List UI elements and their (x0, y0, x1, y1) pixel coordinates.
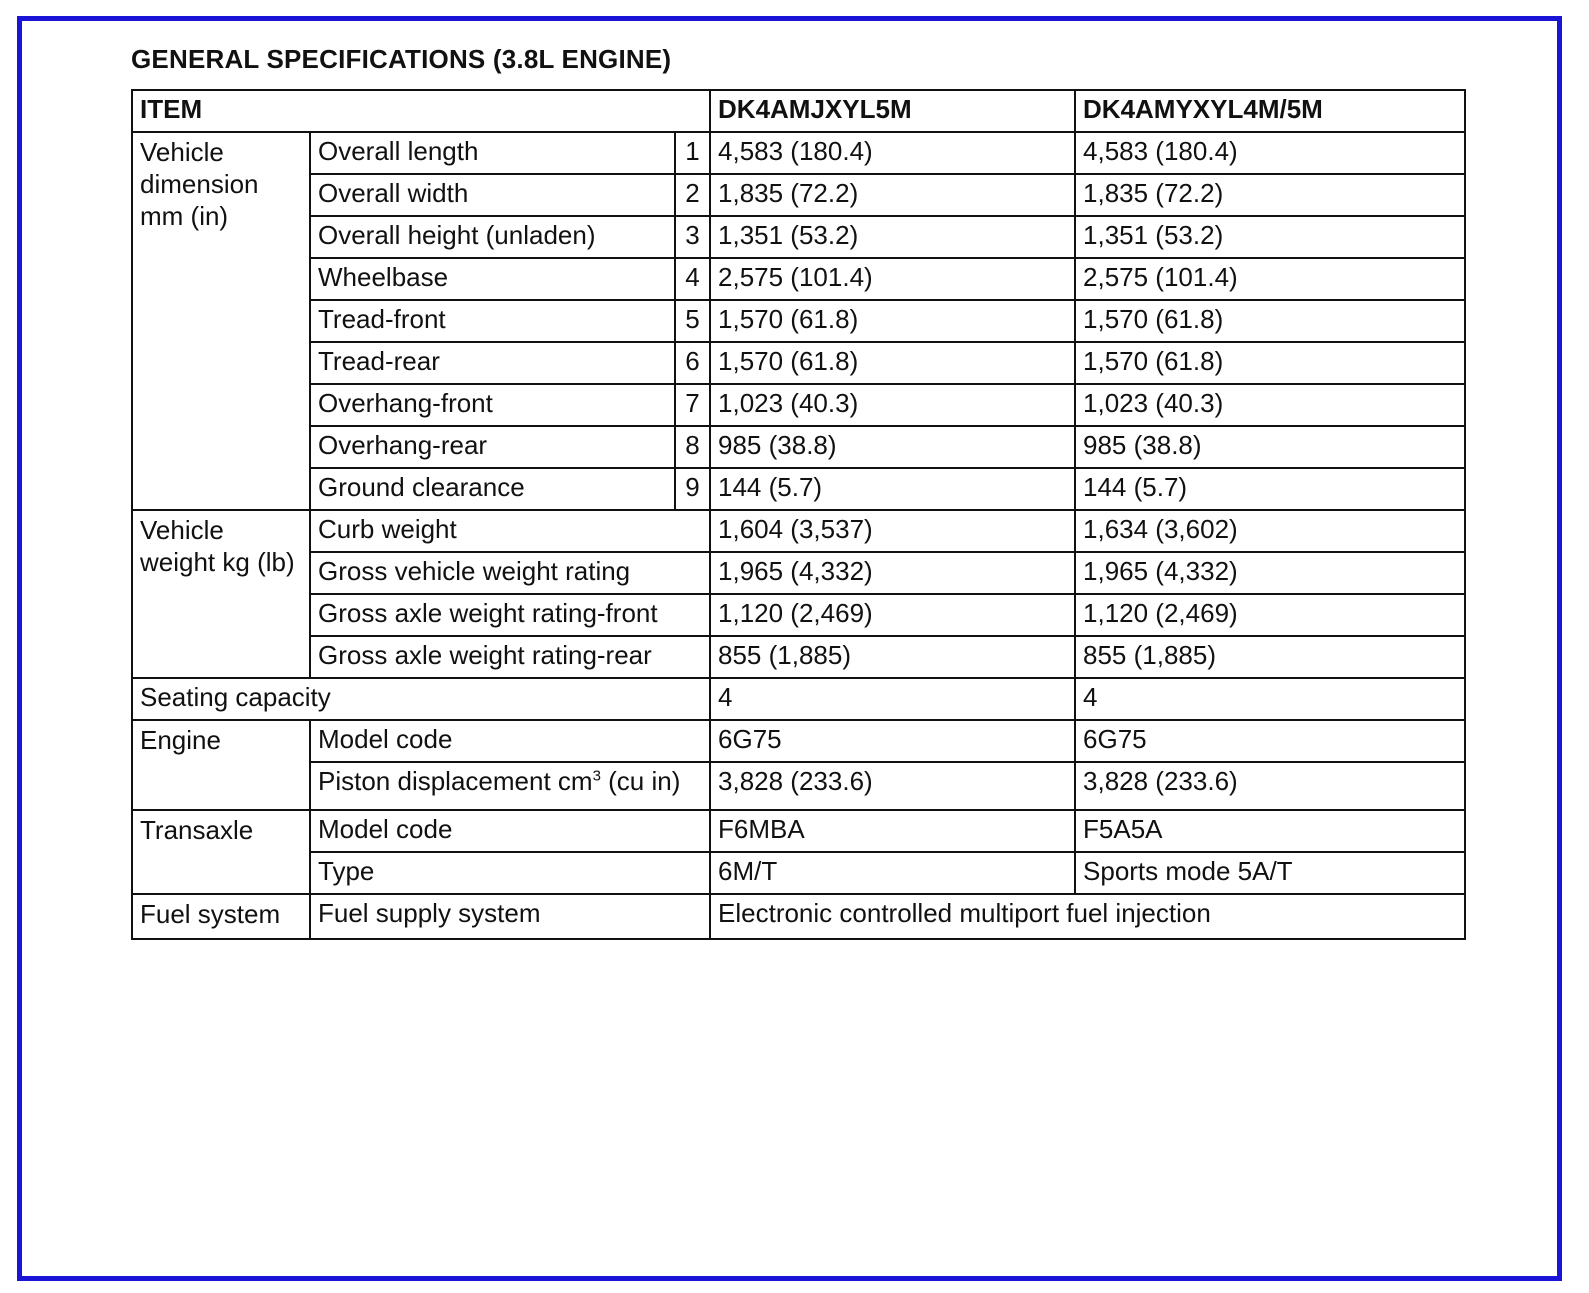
displacement-label: Piston displacement cm (318, 766, 593, 796)
value-model-b: 2,575 (101.4) (1075, 258, 1465, 300)
group-vehicle-dimension: Vehicle dimension mm (in) (132, 132, 310, 510)
group-transaxle: Transaxle (132, 810, 310, 894)
row-number: 8 (675, 426, 710, 468)
row-label: Tread-rear (310, 342, 675, 384)
table-row (132, 510, 1465, 552)
row-label: Type (310, 852, 710, 894)
row-number: 4 (675, 258, 710, 300)
table-row (132, 426, 1465, 468)
row-label: Overall height (unladen) (310, 216, 675, 258)
row-label: Gross vehicle weight rating (310, 552, 710, 594)
value-model-b: 985 (38.8) (1075, 426, 1465, 468)
value-model-a: 1,351 (53.2) (710, 216, 1075, 258)
value-model-a: 144 (5.7) (710, 468, 1075, 510)
row-label: Overhang-rear (310, 426, 675, 468)
row-label: Overall length (310, 132, 675, 174)
row-label: Overhang-front (310, 384, 675, 426)
value-model-b: 1,965 (4,332) (1075, 552, 1465, 594)
table-row (132, 636, 1465, 678)
group-engine: Engine (132, 720, 310, 810)
value-model-b: Sports mode 5A/T (1075, 852, 1465, 894)
row-label-displacement (310, 762, 710, 810)
table-row (132, 852, 1465, 894)
value-model-a: 1,604 (3,537) (710, 510, 1075, 552)
row-number: 1 (675, 132, 710, 174)
row-number: 3 (675, 216, 710, 258)
row-label: Wheelbase (310, 258, 675, 300)
value-model-a: 1,965 (4,332) (710, 552, 1075, 594)
table-row (132, 132, 1465, 174)
row-label: Model code (310, 720, 710, 762)
row-label: Fuel supply system (310, 894, 710, 939)
value-model-b: F5A5A (1075, 810, 1465, 852)
value-model-b: 1,351 (53.2) (1075, 216, 1465, 258)
table-row (132, 174, 1465, 216)
value-model-a: 6M/T (710, 852, 1075, 894)
header-item: ITEM (132, 90, 710, 132)
table-row (132, 258, 1465, 300)
value-model-a: 985 (38.8) (710, 426, 1075, 468)
row-label-seating: Seating capacity (132, 678, 710, 720)
value-model-a: 2,575 (101.4) (710, 258, 1075, 300)
table-row (132, 678, 1465, 720)
row-label: Tread-front (310, 300, 675, 342)
page-title: GENERAL SPECIFICATIONS (3.8L ENGINE) (131, 44, 672, 74)
value-model-b: 1,120 (2,469) (1075, 594, 1465, 636)
row-label: Gross axle weight rating-front (310, 594, 710, 636)
row-label: Overall width (310, 174, 675, 216)
header-row (132, 90, 1465, 132)
row-label: Gross axle weight rating-rear (310, 636, 710, 678)
value-model-a: 6G75 (710, 720, 1075, 762)
row-label: Model code (310, 810, 710, 852)
value-fuel-system: Electronic controlled multiport fuel injection (710, 894, 1465, 939)
group-vehicle-weight: Vehicle weight kg (lb) (132, 510, 310, 678)
row-number: 6 (675, 342, 710, 384)
displacement-label-suffix: (cu in) (600, 766, 681, 796)
value-model-b: 1,835 (72.2) (1075, 174, 1465, 216)
value-model-a: 4,583 (180.4) (710, 132, 1075, 174)
row-number: 7 (675, 384, 710, 426)
value-model-a: F6MBA (710, 810, 1075, 852)
value-model-a: 3,828 (233.6) (710, 762, 1075, 810)
table-row (132, 384, 1465, 426)
group-fuel-system: Fuel system (132, 894, 310, 939)
row-label: Curb weight (310, 510, 710, 552)
value-model-b: 3,828 (233.6) (1075, 762, 1465, 810)
value-model-b: 6G75 (1075, 720, 1465, 762)
value-model-a: 1,570 (61.8) (710, 300, 1075, 342)
spec-table (131, 89, 1466, 940)
table-row (132, 894, 1465, 939)
value-model-b: 4,583 (180.4) (1075, 132, 1465, 174)
displacement-unit-superscript: 3 (592, 767, 601, 785)
header-model-a: DK4AMJXYL5M (710, 90, 1075, 132)
value-model-b: 1,023 (40.3) (1075, 384, 1465, 426)
value-model-a: 855 (1,885) (710, 636, 1075, 678)
row-label: Ground clearance (310, 468, 675, 510)
value-model-a: 1,023 (40.3) (710, 384, 1075, 426)
value-model-a: 1,835 (72.2) (710, 174, 1075, 216)
table-row (132, 720, 1465, 762)
value-model-a: 4 (710, 678, 1075, 720)
table-row (132, 552, 1465, 594)
value-model-a: 1,120 (2,469) (710, 594, 1075, 636)
row-number: 5 (675, 300, 710, 342)
table-row (132, 342, 1465, 384)
table-row (132, 594, 1465, 636)
table-row (132, 810, 1465, 852)
table-row (132, 300, 1465, 342)
header-model-b: DK4AMYXYL4M/5M (1075, 90, 1465, 132)
row-number: 9 (675, 468, 710, 510)
table-row (132, 216, 1465, 258)
value-model-b: 4 (1075, 678, 1465, 720)
row-number: 2 (675, 174, 710, 216)
table-row (132, 762, 1465, 810)
value-model-b: 144 (5.7) (1075, 468, 1465, 510)
value-model-b: 1,570 (61.8) (1075, 342, 1465, 384)
value-model-a: 1,570 (61.8) (710, 342, 1075, 384)
value-model-b: 855 (1,885) (1075, 636, 1465, 678)
value-model-b: 1,570 (61.8) (1075, 300, 1465, 342)
table-row (132, 468, 1465, 510)
value-model-b: 1,634 (3,602) (1075, 510, 1465, 552)
